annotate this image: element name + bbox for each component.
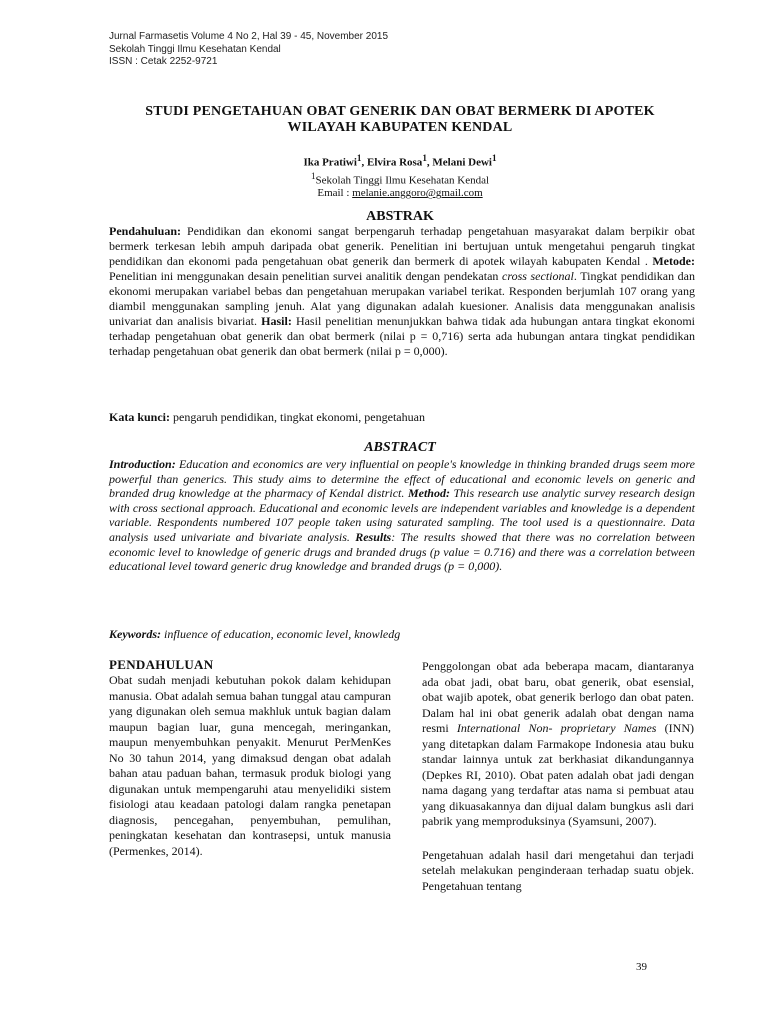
keywords: Keywords: influence of education, economic level, knowledg: [109, 627, 401, 641]
journal-header: [109, 31, 388, 69]
abstract-body: Introduction: Education and economics are very influential on people's knowledge in thinking branded drugs seem more powerful than generics. This study aims to determine the effect of educational and economic levels on generic and branded drug knowledge at the pharmacy of Kendal district. Method: This research use analytic survey research design with cross sectional approach. Educational and economic levels are independent variables and knowledge is a dependent variable. Respondents numbered 107 people taken using saturated sampling. The tool used is a questionnaire. Data analysis used univariate and bivariate analysis. Results: The results showed that there was no correlation between economic level to knowledge of generic drugs and branded drugs (p value = 0.716) and there was a correlation between educational level toward generic drug knowledge and branded drugs (p = 0,000).: [109, 457, 696, 574]
page-number: 39: [636, 961, 647, 973]
results-label: Results: [355, 529, 392, 544]
affiliation: $^1$Sekolah Tinggi Ilmu Kesehatan Kendal: [310, 170, 490, 187]
author-name: Elvira Rosa: [367, 156, 423, 169]
author-names: Ika Pratiwi$^1$, Elvira Rosa$^1$, Melani Dewi$^1$: [303, 153, 497, 169]
hasil-label: Hasil:: [261, 314, 292, 328]
journal-issn: ISSN : Cetak 2252-9721: [109, 56, 218, 67]
method-label: Method:: [407, 486, 450, 501]
author-block: [100, 152, 700, 200]
author-affiliation-marker: 1: [491, 153, 497, 163]
paper-title-line-2: WILAYAH KABUPATEN KENDAL: [287, 120, 513, 135]
penggolongan-paragraph: Penggolongan obat ada beberapa macam, diantaranya ada obat jadi, obat baru, obat generik, obat esensial, obat wajib apotek, obat generik berlogo dan obat paten. Dalam hal ini obat generik adalah obat dengan nama resmi International Non- proprietary Names (INN) yang ditetapkan dalam Farmakope Indonesia atau buku standar lainnya untuk zat berkhasiat dikandungannya (Depkes RI, 2010). Obat paten adalah obat jadi dengan nama dagang yang terdaftar atas nama si pembuat atau yang dikuasakannya dan dijual dalam bungkus asli dari pabrik yang memproduksinya (Syamsuni, 2007).: [422, 659, 694, 828]
keywords-label: Keywords:: [109, 627, 161, 641]
pengetahuan-paragraph: Pengetahuan adalah hasil dari mengetahui dan terjadi setelah melakukan penginderaan terhadap suatu objek. Pengetahuan tentang: [422, 847, 694, 893]
journal-institution: Sekolah Tinggi Ilmu Kesehatan Kendal: [109, 43, 281, 55]
abstrak-heading: ABSTRAK: [366, 209, 434, 224]
author-affiliation-marker: 1: [356, 153, 362, 163]
kata-kunci: Kata kunci: pengaruh pendidikan, tingkat ekonomi, pengetahuan: [109, 410, 425, 424]
pendahuluan-label: Pendahuluan:: [109, 224, 182, 238]
paper-title: [100, 104, 700, 136]
metode-label: Metode:: [652, 254, 695, 268]
left-column: [109, 657, 391, 859]
abstract-heading: ABSTRACT: [364, 440, 436, 455]
section-heading-pendahuluan: PENDAHULUAN: [109, 657, 214, 672]
pendahuluan-paragraph: Obat sudah menjadi kebutuhan pokok dalam kehidupan manusia. Obat adalah semua bahan tunggal atau campuran yang digunakan oleh semua makhluk untuk bagian dalam maupun bagian luar, guna mencegah, meringankan, maupun menyembuhkan penyakit. Menurut PerMenKes No 30 tahun 2014, yang dimaksud dengan obat adalah bahan atau paduan bahan, termasuk produk biologi yang digunakan untuk mempengaruhi atau menyelidiki sistem fisiologi atau keadaan patologi dalam rangka penetapan diagnosis, pencegahan, penyembuhan, pemulihan, peningkatan kesehatan dan kontrasepsi, untuk manusia (Permenkes, 2014).: [109, 673, 391, 858]
email-line: Email : melanie.anggoro@gmail.com: [317, 187, 483, 200]
kata-kunci-label: Kata kunci:: [109, 410, 171, 424]
introduction-label: Introduction:: [109, 457, 176, 471]
author-affiliation-marker: 1: [422, 153, 427, 163]
abstrak-body: Pendahuluan: Pendidikan dan ekonomi sangat berpengaruh terhadap pengetahuan masyarakat dalam berpikir obat bermerk terkesan lebih ampuh daripada obat generik. Penelitian ini bertujuan untuk mengetahui pengaruh tingkat pendidikan dan ekonomi pada pengetahuan obat generik dan bermerk di apotek wilayah kabupaten Kendal . Metode: Penelitian ini menggunakan desain penelitian survei analitik dengan pendekatan cross sectional. Tingkat pendidikan dan ekonomi merupakan variabel bebas dan pengetahuan merupakan variabel terikat. Responden berjumlah 107 orang yang diambil menggunakan sampling jenuh. Alat yang digunakan adalah kuesioner. Analisis data menggunakan analisis univariat dan analisis bivariat. Hasil: Hasil penelitian menunjukkan bahwa tidak ada hubungan antara tingkat ekonomi terhadap pengetahuan obat generik dan obat bermerk (nilai p = 0,716) serta ada hubungan antara tingkat pendidikan terhadap pengetahuan obat generik dan obat bermerk (nilai p = 0,000).: [109, 224, 695, 358]
paper-title-line-1: STUDI PENGETAHUAN OBAT GENERIK DAN OBAT BERMERK DI APOTEK: [145, 104, 655, 119]
email-link[interactable]: melanie.anggoro@gmail.com: [352, 187, 483, 200]
journal-citation: Jurnal Farmasetis Volume 4 No 2, Hal 39 - 45, November 2015: [109, 31, 389, 42]
right-column: [422, 659, 694, 894]
author-name: Ika Pratiwi: [303, 156, 357, 169]
author-name: Melani Dewi: [432, 156, 492, 169]
